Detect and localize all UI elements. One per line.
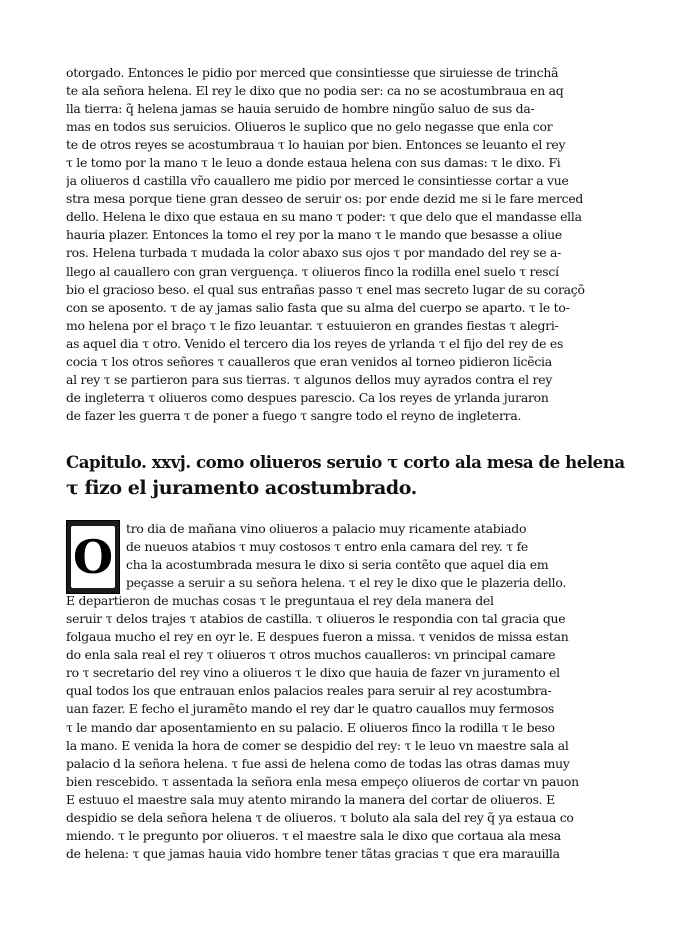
text-line: ja oliueros d castilla vr̃o cauallero me pidio por merced le consintiesse cortar a vue — [66, 173, 569, 189]
text-line: bio el gracioso beso. el qual sus entrañas passo τ enel mas secreto lugar de su coraçõ — [66, 281, 585, 297]
text-line: llego al cauallero con gran verguença. τ oliueros finco la rodilla enel suelo τ rescí — [66, 263, 559, 279]
text-line: τ le tomo por la mano τ le leuo a donde estaua helena con sus damas: τ le dixo. Fi — [66, 155, 561, 171]
text-line: ro τ secretario del rey vino a oliueros τ le dixo que hauia de fazer vn juramento el — [66, 665, 560, 681]
text-line: te ala señora helena. El rey le dixo que no podia ser: ca no se acostumbraua en aq — [66, 83, 564, 99]
text-line: de helena: τ que jamas hauia vido hombre tener tãtas gracias τ que era marauilla — [66, 845, 560, 861]
text-line: lla tierra: q̃ helena jamas se hauia seruido de hombre ningũo saluo de sus da- — [66, 101, 535, 117]
text-line: peçasse a seruir a su señora helena. τ el rey le dixo que le plazeria dello. — [126, 575, 567, 591]
text-line: con se aposento. τ de ay jamas salio fasta que su alma del cuerpo se aparto. τ le to- — [66, 299, 570, 315]
text-line: de ingleterra τ oliueros como despues parescio. Ca los reyes de yrlanda juraron — [66, 389, 549, 405]
text-line: dello. Helena le dixo que estaua en su mano τ poder: τ que delo que el mandasse ella — [66, 209, 582, 225]
text-line: palacio d la señora helena. τ fue assi de helena como de todas las otras damas muy — [66, 755, 570, 771]
text-line: de nueuos atabios τ muy costosos τ entro enla camara del rey. τ fe — [126, 539, 528, 555]
chapter-paragraph — [66, 520, 626, 863]
paragraph-continuation — [66, 64, 626, 425]
text-line: tro dia de mañana vino oliueros a palacio muy ricamente atabiado — [126, 521, 527, 536]
text-line: te de otros reyes se acostumbraua τ lo hauian por bien. Entonces se leuanto el rey — [66, 137, 566, 153]
text-line: as aquel dia τ otro. Venido el tercero dia los reyes de yrlanda τ el fijo del rey de es — [66, 335, 564, 351]
text-line: Capitulo. xxvj. como oliueros seruio τ corto ala mesa de helena — [66, 452, 625, 472]
text-line: al rey τ se partieron para sus tierras. τ algunos dellos muy ayrados contra el rey — [66, 371, 553, 387]
text-line: uan fazer. E fecho el juramẽto mando el rey dar le quatro cauallos muy fermosos — [66, 701, 555, 717]
text-line: cocia τ los otros señores τ caualleros que eran venidos al torneo pidieron licẽcia — [66, 353, 552, 369]
text-line: la mano. E venida la hora de comer se despidio del rey: τ le leuo vn maestre sala al — [66, 737, 569, 753]
text-line: mo helena por el braço τ le fizo leuantar. τ estuuieron en grandes fiestas τ alegri- — [66, 317, 559, 333]
text-line: stra mesa porque tiene gran desseo de seruir os: por ende dezid me si le fare merced — [66, 191, 584, 207]
text-line: mas en todos sus seruicios. Oliueros le suplico que no gelo negasse que enla cor — [66, 119, 553, 135]
text-line: qual todos los que entrauan enlos palacios reales para seruir al rey acostumbra- — [66, 683, 552, 699]
text-line: despidio se dela señora helena τ de oliueros. τ boluto ala sala del rey q̃ ya estaua co — [66, 809, 574, 825]
text-line: miendo. τ le pregunto por oliueros. τ el maestre sala le dixo que cortaua ala mesa — [66, 827, 561, 843]
text-line: bien rescebido. τ assentada la señora enla mesa empeço oliueros de cortar vn pauon — [66, 773, 579, 789]
text-line: folgaua mucho el rey en oyr le. E despues fueron a missa. τ venidos de missa estan — [66, 629, 569, 645]
text-line: τ le mando dar aposentamiento en su palacio. E oliueros finco la rodilla τ le beso — [66, 719, 555, 735]
text-line: cha la acostumbrada mesura le dixo si seria contẽto que aquel dia em — [126, 557, 549, 573]
text-line: seruir τ delos trajes τ atabios de castilla. τ oliueros le respondia con tal gracia que — [66, 611, 566, 627]
text-line: τ fizo el juramento acostumbrado. — [66, 477, 417, 499]
text-line: hauria plazer. Entonces la tomo el rey por la mano τ le mando que besasse a oliue — [66, 227, 562, 243]
text-line: E departieron de muchas cosas τ le preguntaua el rey dela manera del — [66, 593, 494, 609]
text-line: otorgado. Entonces le pidio por merced que consintiesse que siruiesse de trinchã — [66, 65, 559, 80]
initial-letter: O — [72, 530, 114, 584]
text-line: de fazer les guerra τ de poner a fuego τ sangre todo el reyno de ingleterra. — [66, 407, 522, 423]
text-line: ros. Helena turbada τ mudada la color abaxo sus ojos τ por mandado del rey se a- — [66, 245, 562, 261]
text-line: do enla sala real el rey τ oliueros τ otros muchos caualleros: vn principal camare — [66, 647, 556, 663]
text-line: E estuuo el maestre sala muy atento mirando la manera del cortar de oliueros. E — [66, 791, 555, 807]
chapter-heading — [66, 449, 626, 501]
